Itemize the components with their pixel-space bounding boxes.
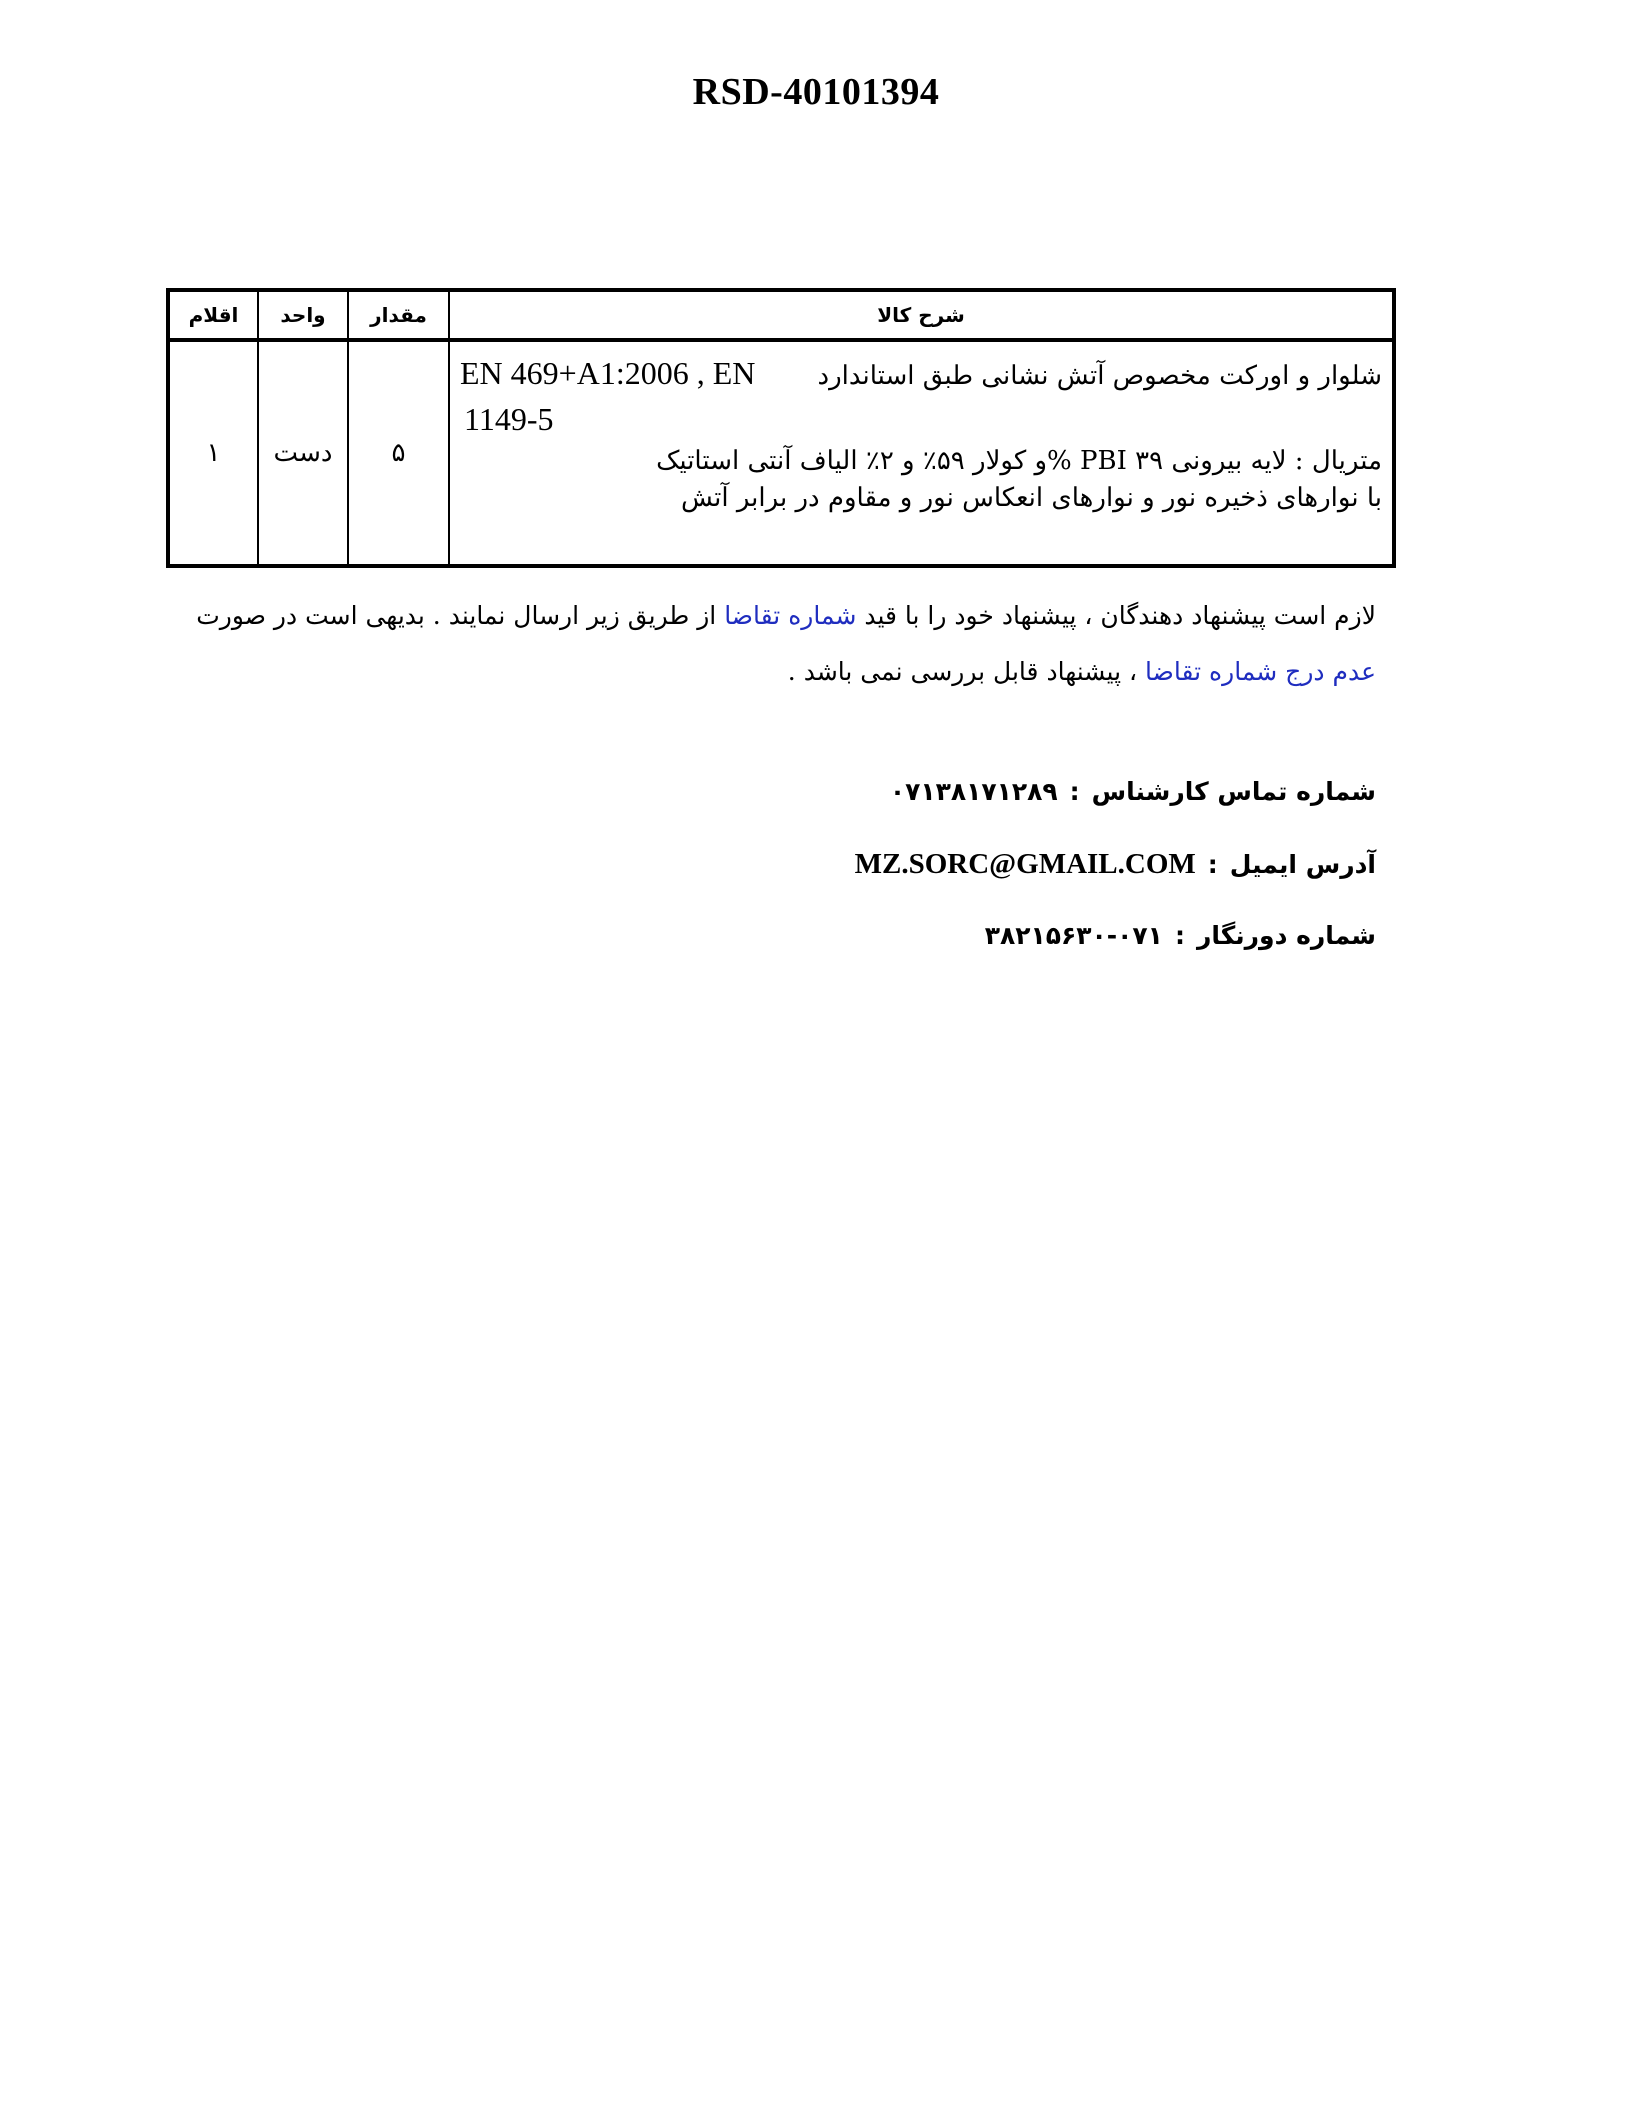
email-value[interactable]: MZ.SORC@GMAIL.COM [854, 848, 1196, 880]
header-unit: واحد [258, 290, 348, 340]
header-description: شرح کالا [449, 290, 1394, 340]
contact-info [700, 756, 1376, 972]
notice-text-2: از طریق زیر ارسال نمایند . بدیهی است در صورت [196, 601, 725, 630]
notice-text-3: ، پیشنهاد قابل بررسی نمی باشد . [787, 657, 1146, 686]
contact-fax [700, 900, 1376, 972]
fax-label: شماره دورنگار [1196, 921, 1376, 950]
expert-phone-value: ۰۷۱۳۸۱۷۱۲۸۹ [889, 777, 1058, 806]
description-line-code2 [460, 396, 1382, 442]
cell-item-number: ۱ [168, 340, 258, 566]
separator-colon: : [1069, 777, 1080, 806]
contact-expert-phone [700, 756, 1376, 828]
notice-text-1: لازم است پیشنهاد دهندگان ، پیشنهاد خود را با قید [856, 601, 1376, 630]
description-line-standard [460, 350, 1382, 396]
contact-email [700, 828, 1376, 900]
items-table [166, 288, 1396, 568]
document-title: RSD-40101394 [692, 71, 940, 113]
header-items: اقلام [168, 290, 258, 340]
table-row [168, 340, 1394, 566]
cell-quantity: ۵ [348, 340, 449, 566]
notice-highlight-request-number: شماره تقاضا [724, 601, 857, 630]
notice-highlight-missing-request-number: عدم درج شماره تقاضا [1145, 657, 1376, 686]
separator-colon: : [1174, 921, 1185, 950]
header-quantity: مقدار [348, 290, 449, 340]
cell-description [449, 340, 1394, 566]
table-header-row [168, 290, 1394, 340]
fax-value: ۰۷۱-۳۸۲۱۵۶۳۰ [984, 921, 1163, 950]
description-line1-code: EN 469+A1:2006 , EN [460, 355, 756, 391]
email-label: آدرس ایمیل [1229, 850, 1376, 879]
submission-notice [190, 588, 1376, 700]
description-line2-code: 1149-5 [464, 401, 554, 438]
cell-unit: دست [258, 340, 348, 566]
description-line1-text: شلوار و اورکت مخصوص آتش نشانی طبق استاندارد [817, 361, 1382, 391]
separator-colon: : [1207, 850, 1218, 879]
description-line-material: متریال : لایه بیرونی ۳۹ PBI %و کولار ۵۹٪ و ۲٪ الیاف آنتی استاتیک [656, 445, 1382, 476]
description-line-tapes: با نوارهای ذخیره نور و نوارهای انعکاس نور و مقاوم در برابر آتش [680, 483, 1382, 514]
expert-phone-label: شماره تماس کارشناس [1091, 777, 1376, 806]
